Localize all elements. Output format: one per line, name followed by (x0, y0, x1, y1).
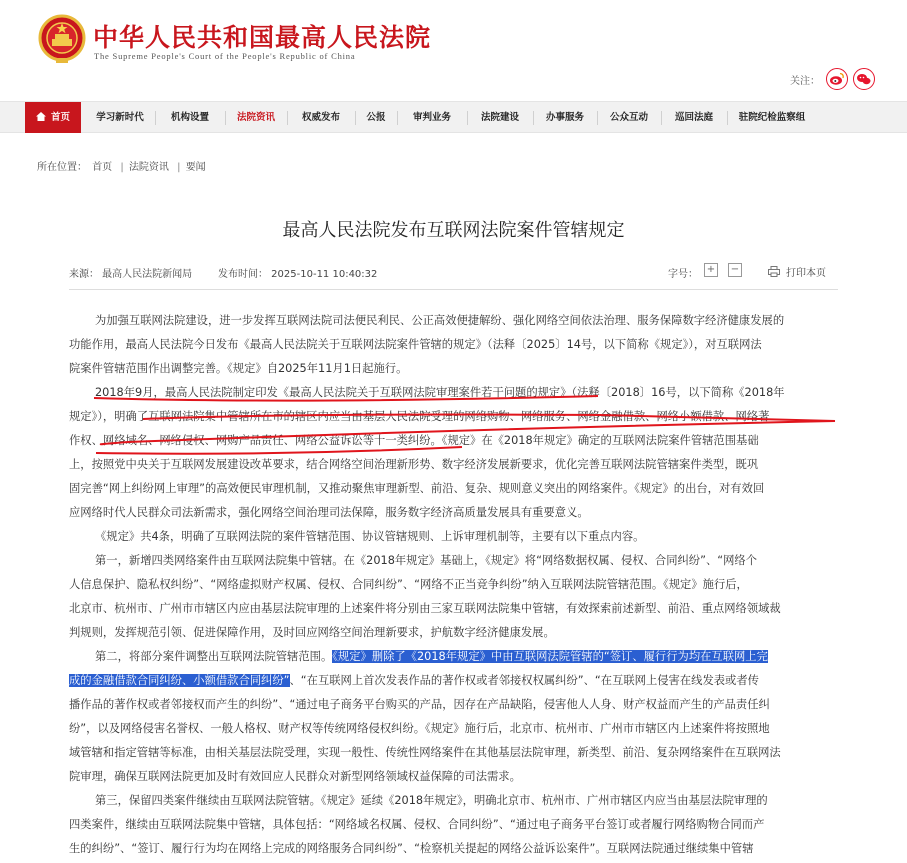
nav-item-court-building[interactable]: 法院建设 (480, 112, 519, 123)
printer-icon (768, 266, 780, 277)
national-emblem-icon[interactable] (38, 14, 86, 64)
body-line: 生的纠纷”、“签订、履行行为均在网络上完成的网络服务合同纠纷”、“检察机关提起的网络公益诉讼案件”。互联网法院通过继续集中管辖 (69, 842, 754, 855)
nav-item-label: 首页 (50, 112, 70, 123)
selected-text: 成的金融借款合同纠纷、小额借款合同纠纷” (69, 674, 290, 687)
body-line: 作权、网络域名、网络侵权、网购产品责任、网络公益诉讼等十一类纠纷。《规定》在《2018年规定》确定的互联网法院案件管辖范围基础 (69, 434, 759, 447)
nav-item-news[interactable]: 法院资讯 (236, 112, 275, 123)
main-nav (0, 101, 907, 133)
body-line: 人信息保护、隐私权纠纷”、“网络虚拟财产权属、侵权、合同纠纷”、“网络不正当竞争纠纷”纳入互联网法院管辖范围。《规定》施行后， (69, 578, 748, 591)
nav-item-gazette[interactable]: 公报 (366, 112, 386, 123)
nav-item-discipline[interactable]: 驻院纪检监察组 (738, 112, 806, 123)
fontsize-decrease-button[interactable]: − (728, 263, 742, 277)
nav-item-home[interactable] (25, 102, 81, 133)
body-line: 固完善“网上纠纷网上审理”的高效便民审理机制，又推动聚焦审理新型、前沿、复杂、规则意义突出的网络案件。《规定》的出台，对有效回 (69, 482, 765, 495)
body-line: 为加强互联网法院建设，进一步发挥互联网法院司法便民利民、公正高效便捷解纷、强化网络空间依法治理、服务保障数字经济健康发展的 (95, 314, 785, 327)
breadcrumb-sep: | (120, 162, 124, 173)
fontsize-label: 字号： (668, 269, 698, 280)
body-line: 判规则，发挥规范引领、促进保障作用，及时回应网络空间治理新要求，护航数字经济健康发展。 (69, 626, 555, 639)
nav-item-circuit[interactable]: 巡回法庭 (674, 112, 713, 123)
article-published: 发布时间： 2025-10-11 10:40:32 (218, 269, 378, 280)
article-title: 最高人民法院发布互联网法院案件管辖规定 (282, 220, 625, 241)
body-line: 规定》），明确了互联网法院集中管辖所在市的辖区内应当由基层人民法院受理的网络购物、网络服务、网络金融借款、网络小额借款、网络著 (69, 410, 770, 423)
nav-item-organization[interactable]: 机构设置 (170, 112, 209, 123)
body-line: 功能作用，最高人民法院今日发布《最高人民法院关于互联网法院案件管辖的规定》（法释〔2025〕14号，以下简称《规定》），对互联网法 (69, 338, 762, 351)
body-line: 纷”，以及网络侵害名誉权、一般人格权、财产权等传统网络侵权纠纷。《规定》施行后，北京市、杭州市、广州市市辖区内上述案件将按照地 (69, 722, 770, 735)
breadcrumb-news[interactable]: 法院资讯 (128, 162, 169, 173)
nav-item-public[interactable]: 公众互动 (609, 112, 648, 123)
article-source: 来源： 最高人民法院新闻局 (69, 269, 193, 280)
follow-label: 关注： (790, 76, 820, 87)
wechat-icon[interactable] (853, 68, 875, 90)
body-line: 院案件管辖范围作出调整完善。《规定》自2025年11月1日起施行。 (69, 362, 408, 375)
body-line: 第三，保留四类案件继续由互联网法院管辖。《规定》延续《2018年规定》，明确北京市、杭州市、广州市辖区内应当由基层法院审理的 (95, 794, 768, 807)
site-header (0, 0, 907, 100)
nav-item-study[interactable]: 学习新时代 (96, 112, 144, 123)
body-line (95, 645, 768, 669)
print-button[interactable] (768, 264, 826, 279)
body-line: 院审理，确保互联网法院更加及时有效回应人民群众对新型网络领域权益保障的司法需求。 (69, 770, 521, 783)
divider (69, 289, 838, 290)
breadcrumb-label: 所在位置： (37, 162, 87, 173)
body-line: 四类案件，继续由互联网法院集中管辖，具体包括：“网络域名权属、侵权、合同纠纷”、“通过电子商务平台签订或者履行网络购物合同而产 (69, 818, 765, 831)
body-line: 2018年9月，最高人民法院制定印发《最高人民法院关于互联网法院审理案件若干问题的规定》（法释〔2018〕16号，以下简称《2018年 (95, 386, 785, 399)
nav-item-releases[interactable]: 权威发布 (301, 112, 340, 123)
body-text: 、“在互联网上首次发表作品的著作权或者邻接权权属纠纷”、“在互联网上侵害在线发表或者传 (289, 674, 759, 687)
nav-item-trial[interactable]: 审判业务 (412, 112, 451, 123)
breadcrumb-home[interactable]: 首页 (92, 162, 113, 173)
body-line (69, 669, 759, 693)
site-subtitle: The Supreme People's Court of the People's Republic of China (94, 51, 356, 61)
body-line: 播作品的著作权或者邻接权而产生的纠纷”、“通过电子商务平台购买的产品，因存在产品缺陷，侵害他人人身、财产权益而产生的产品责任纠 (69, 698, 770, 711)
weibo-icon[interactable] (826, 68, 848, 90)
body-line: 北京市、杭州市、广州市市辖区内应由基层法院审理的上述案件将分别由三家互联网法院集中管辖，有效探索前述新型、前沿、重点网络领域裁 (69, 602, 781, 615)
selected-text: 《规定》删除了《2018年规定》中由互联网法院管辖的“签订、履行行为均在互联网上完 (332, 650, 768, 663)
body-line: 域管辖和指定管辖等标准，由相关基层法院受理，实现一般性、传统性网络案件在其他基层法院审理，新类型、前沿、复杂网络案件在互联网法 (69, 746, 781, 759)
body-text: 第二，将部分案件调整出互联网法院管辖范围。 (95, 650, 333, 663)
body-line: 第一，新增四类网络案件由互联网法院集中管辖。在《2018年规定》基础上，《规定》将“网络数据权属、侵权、合同纠纷”、“网络个 (95, 554, 757, 567)
breadcrumb-sep: | (177, 162, 181, 173)
nav-item-services[interactable]: 办事服务 (545, 112, 584, 123)
home-icon (36, 103, 46, 112)
breadcrumb-headlines[interactable]: 要闻 (185, 162, 206, 173)
breadcrumb (37, 158, 208, 173)
body-line: 应网络时代人民群众司法新需求，强化网络空间治理司法保障，服务数字经济高质量发展具有重要意义。 (69, 506, 589, 519)
body-line: 《规定》共4条，明确了互联网法院的案件管辖范围、协议管辖规则、上诉审理机制等，主要有以下重点内容。 (95, 530, 645, 543)
fontsize-increase-button[interactable]: + (704, 263, 718, 277)
site-title[interactable]: 中华人民共和国最高人民法院 (93, 23, 432, 52)
print-label: 打印本页 (786, 268, 826, 279)
body-line: 上，按照党中央关于互联网发展建设改革要求，结合网络空间治理新形势、数字经济发展新要求，优化完善互联网法院管辖案件类型，既巩 (69, 458, 759, 471)
